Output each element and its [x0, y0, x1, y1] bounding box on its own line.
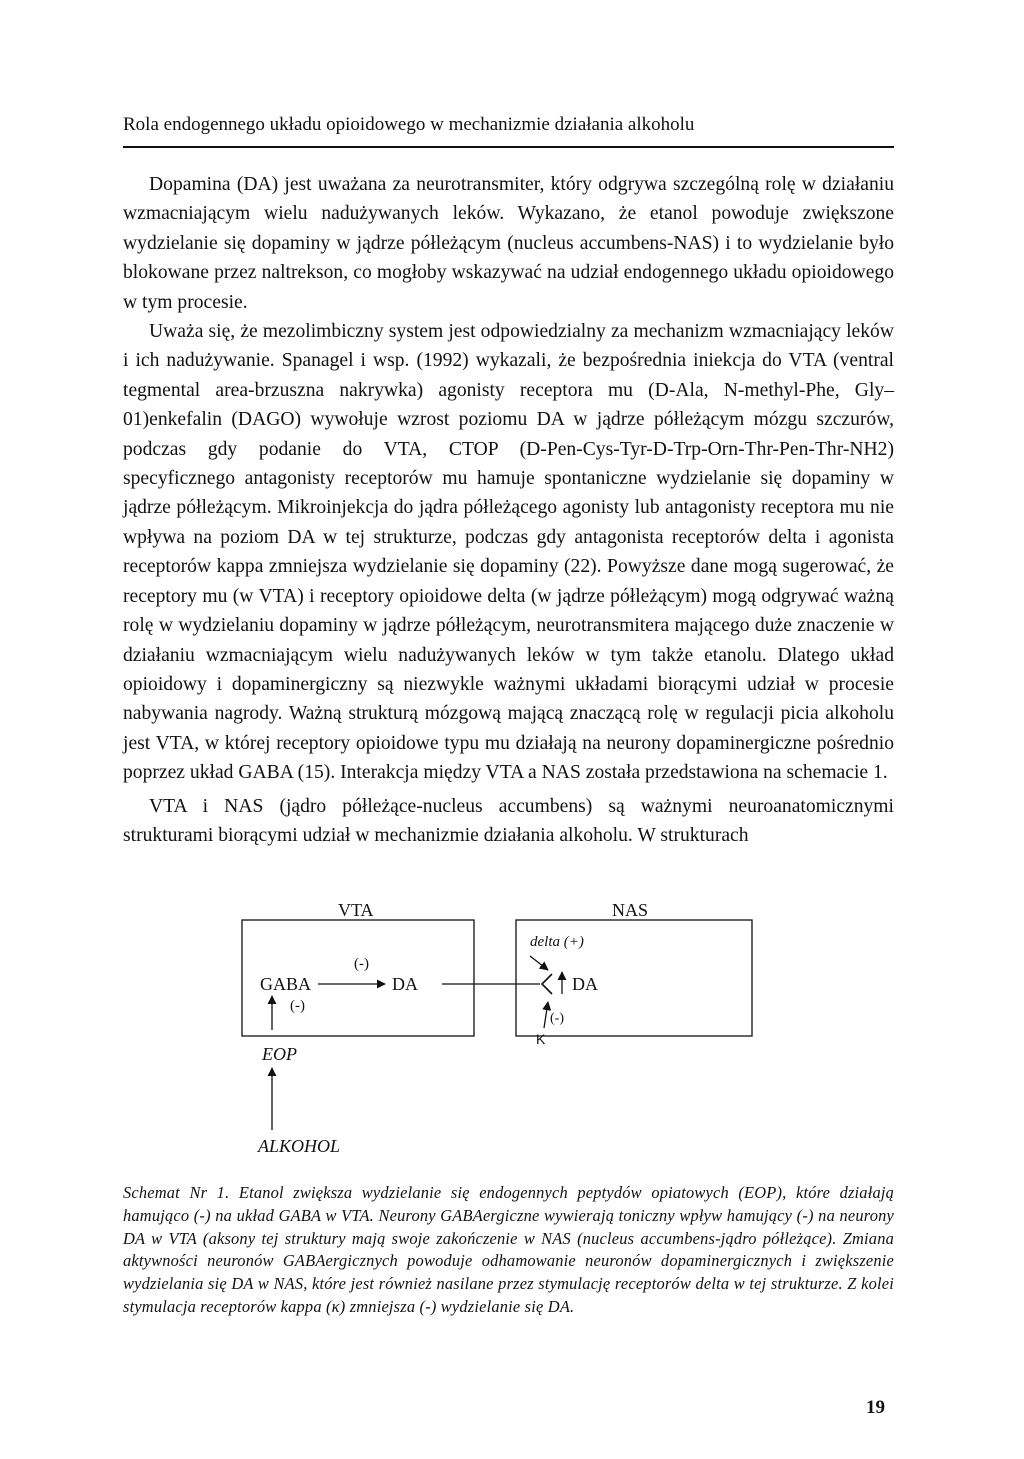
eop-label: EOP	[262, 1044, 297, 1064]
header-rule	[123, 146, 894, 148]
delta-arrow	[530, 956, 548, 970]
body-text	[123, 170, 894, 850]
da-nas-label: DA	[572, 974, 598, 994]
minus-gaba: (-)	[290, 998, 305, 1014]
gaba-label: GABA	[260, 974, 312, 994]
running-title: Rola endogennego układu opioidowego w mechanizmie działania alkoholu	[123, 114, 695, 135]
kappa-label: K	[536, 1031, 546, 1047]
kappa-arrow	[544, 1002, 548, 1028]
alkohol-label: ALKOHOL	[258, 1136, 341, 1156]
alkohol-diagram	[230, 1060, 430, 1160]
paragraph-3: VTA i NAS (jądro półleżące-nucleus accumbens) są ważnymi neuroanatomicznymi strukturami biorącymi udział w mechanizmie działania alkoholu. W strukturach	[123, 795, 894, 846]
da-vta-label: DA	[392, 974, 418, 994]
nas-label: NAS	[612, 900, 649, 920]
figure-caption: Schemat Nr 1. Etanol zwiększa wydzielanie się endogennych peptydów opiatowych (EOP), które działają hamująco (-) na układ GABA w VTA. Neurony GABAergiczne wywierają toniczny wpływ hamujący (-) na neurony DA w VTA (aksony tej struktury mają swoje zakończenie w NAS (nucleus accumbens-jądro półleżące). Zmiana aktywności neuronów GABAergicznych powoduje odhamowanie neuronów dopaminergicznych i zwiększenie wydzielania się DA w NAS, które jest również nasilane przez stymulację receptorów delta w tej strukturze. Z kolei stymulacja receptorów kappa (κ) zmniejsza (-) wydzielanie się DA.	[123, 1183, 894, 1316]
paragraph-1: Dopamina (DA) jest uważana za neurotransmiter, który odgrywa szczególną rolę w działaniu wzmacniającym wielu nadużywanych leków. Wykazano, że etanol powoduje zwiększone wydzielanie się dopaminy w jądrze półleżącym (nucleus accumbens-NAS) i to wydzielanie było blokowane przez naltrekson, co mogłoby wskazywać na udział endogennego układu opioidowego w tym procesie.	[123, 174, 894, 313]
delta-label: delta (+)	[530, 934, 584, 950]
page-number: 19	[866, 1397, 885, 1418]
terminal-bracket	[542, 974, 552, 994]
schema-diagram	[230, 890, 790, 1070]
minus-top: (-)	[354, 956, 369, 972]
minus-kappa: (-)	[550, 1011, 564, 1026]
paragraph-2: Uważa się, że mezolimbiczny system jest odpowiedzialny za mechanizm wzmacniający leków i ich nadużywanie. Spanagel i wsp. (1992) wykazali, że bezpośrednia iniekcja do VTA (ventral tegmental area-brzuszna nakrywka) agonisty receptora mu (D-Ala, N-methyl-Phe, Gly–01)enkefalin (DAGO) wywołuje wzrost poziomu DA w jądrze półleżącym mózgu szczurów, podczas gdy podanie do VTA, CTOP (D-Pen-Cys-Tyr-D-Trp-Orn-Thr-Pen-Thr-NH2) specyficznego antagonisty receptorów mu hamuje spontaniczne wydzielanie się dopaminy w jądrze półleżącym. Mikroinjekcja do jądra półleżącego agonisty lub antagonisty receptora mu nie wpływa na poziom DA w tej strukturze, podczas gdy antagonista receptorów delta i agonista receptorów kappa zmniejsza wydzielanie się dopaminy (22). Powyższe dane mogą sugerować, że receptory mu (w VTA) i receptory opioidowe delta (w jądrze półleżącym) mogą odgrywać ważną rolę w wydzielaniu dopaminy w jądrze półleżącym, neurotransmitera mającego duże znaczenie w działaniu wzmacniającym wielu nadużywanych leków w tym także etanolu. Dlatego układ opioidowy i dopaminergiczny są niezwykle ważnymi układami biorącymi udział w procesie nabywania nagrody. Ważną strukturą mózgową mającą znaczącą rolę w regulacji picia alkoholu jest VTA, w której receptory opioidowe typu mu działają na neurony dopaminergiczne pośrednio poprzez układ GABA (15). Interakcja między VTA a NAS została przedstawiona na schemacie 1.	[123, 321, 894, 784]
vta-label: VTA	[338, 900, 374, 920]
